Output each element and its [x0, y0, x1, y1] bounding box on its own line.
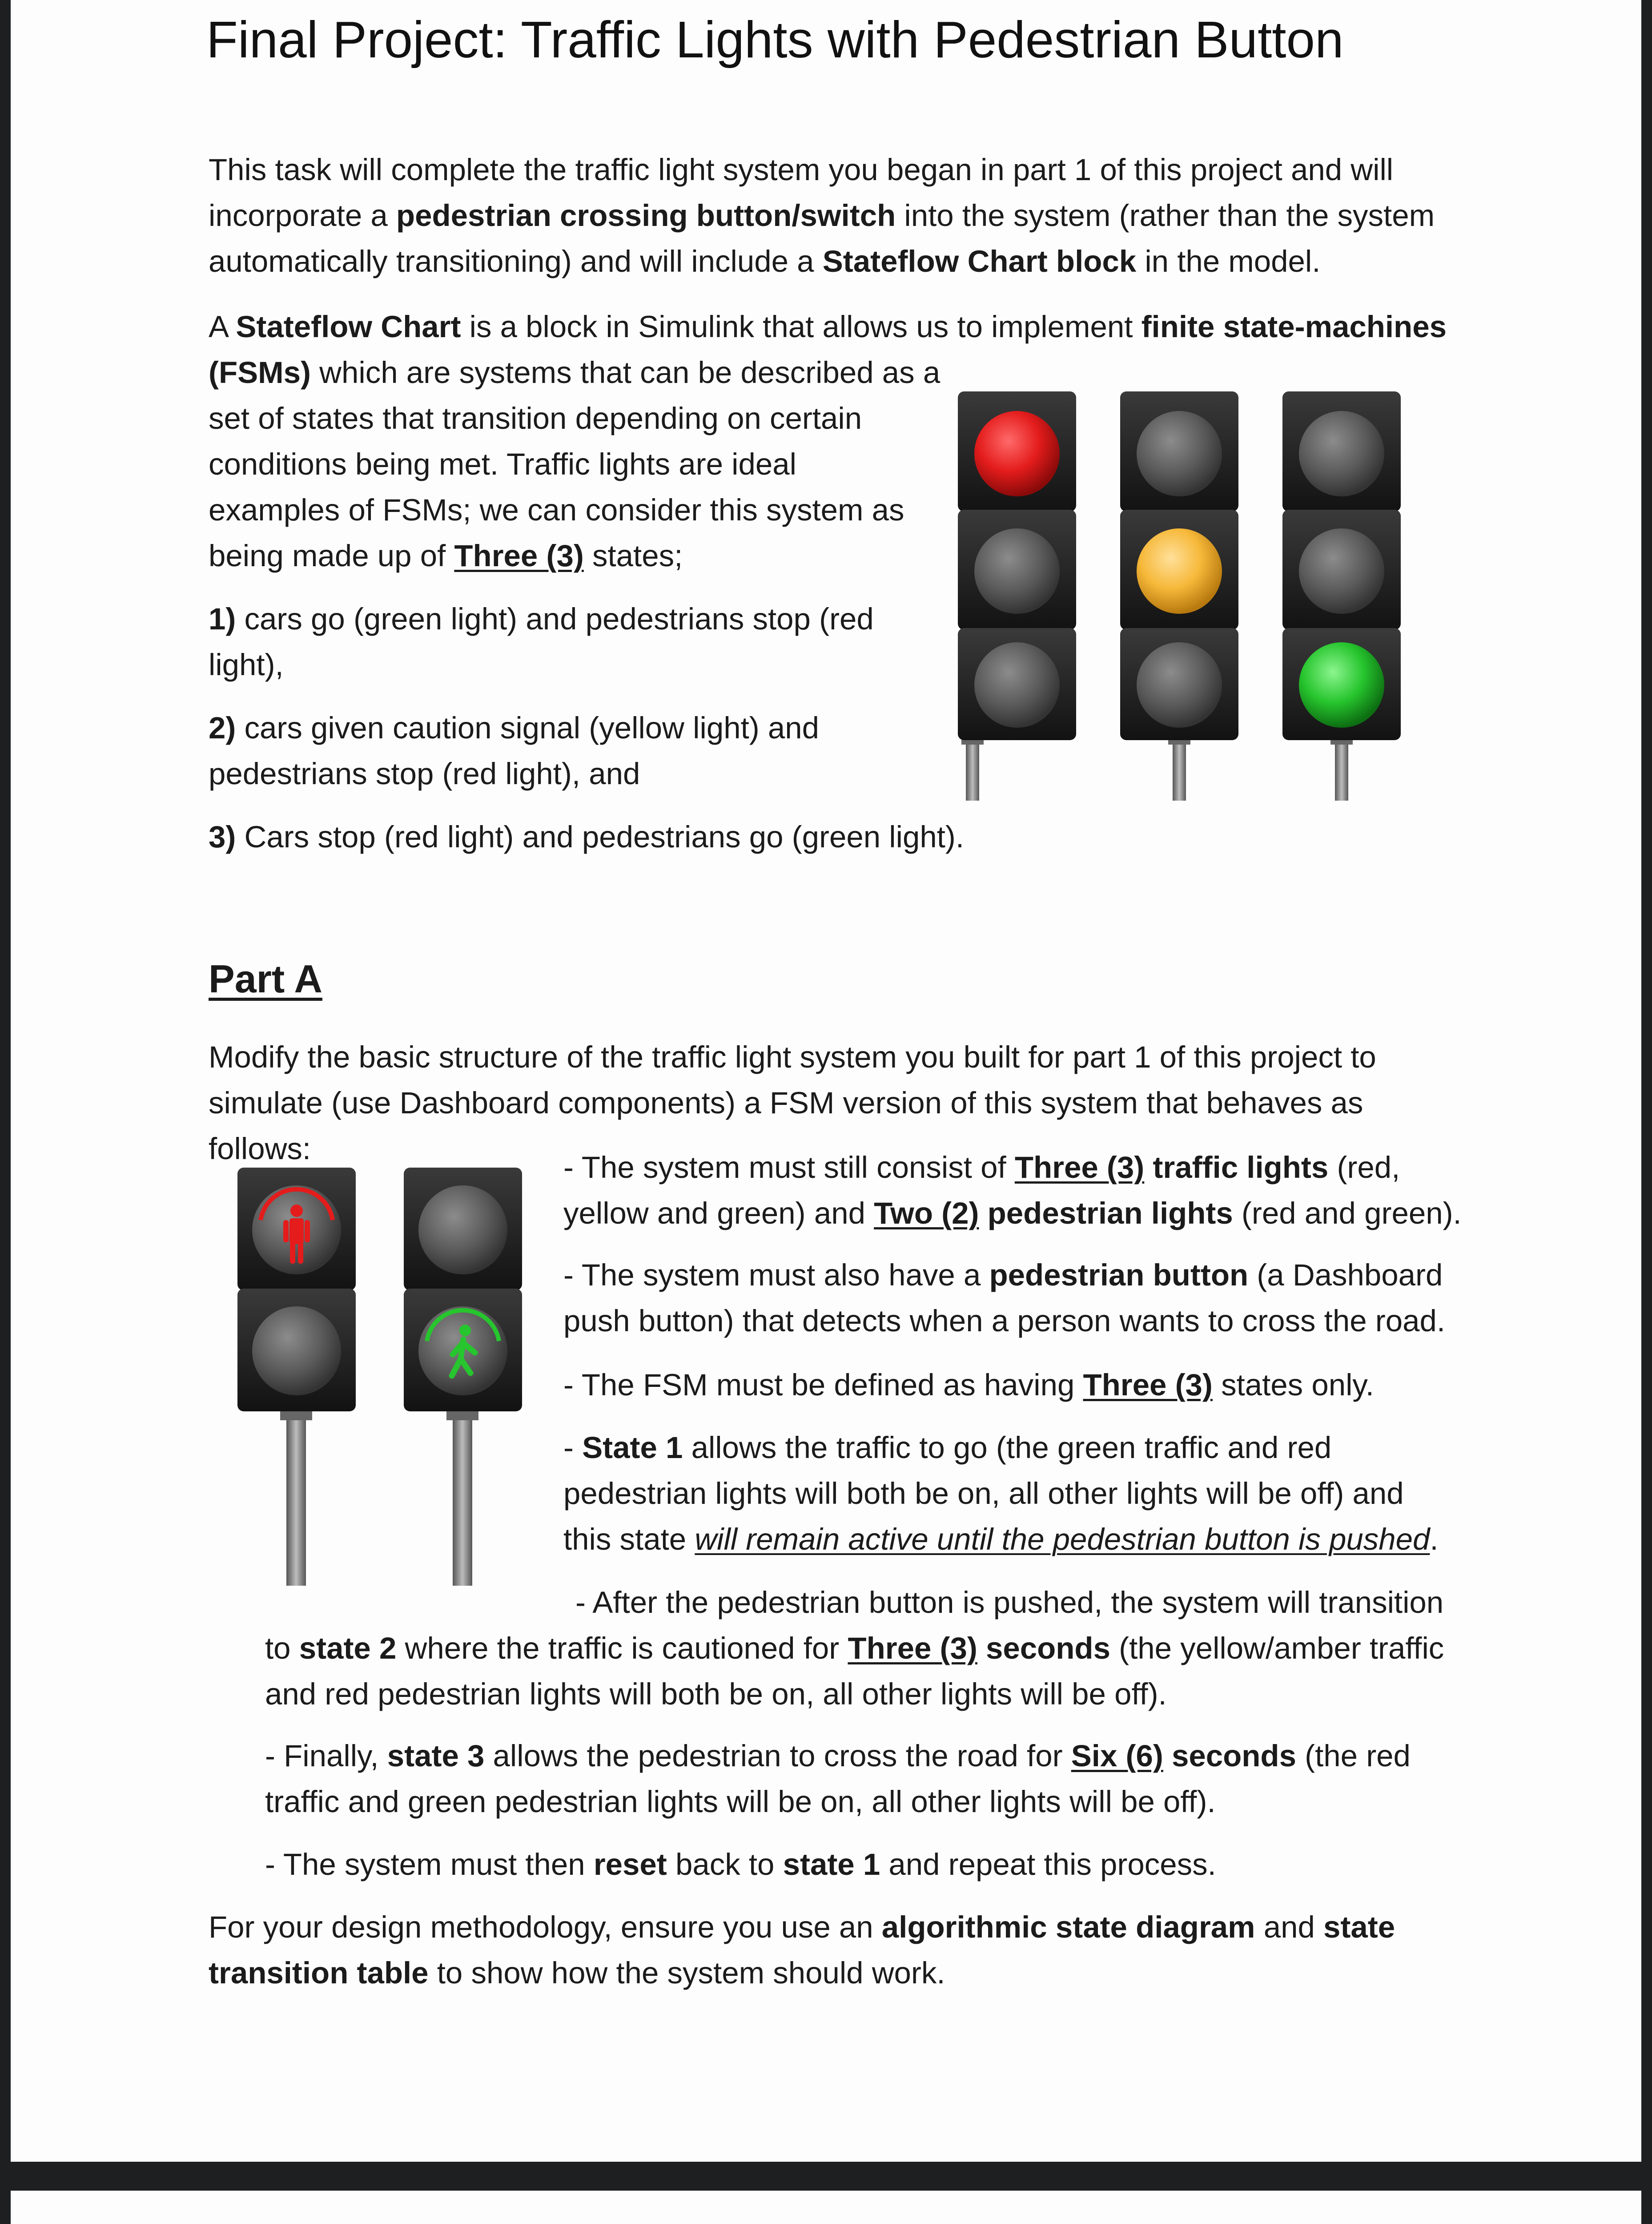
req-5-line-a: - After the pedestrian button is pushed, the system will transition [575, 1585, 1444, 1620]
req-6-line-b: traffic and green pedestrian lights will be on, all other lights will be off). [265, 1785, 1216, 1819]
document-page-1 [11, 0, 1641, 2162]
fsm-line-1: A Stateflow Chart is a block in Simulink that allows us to implement finite state-machines [209, 310, 1447, 344]
state-3-line: 3) Cars stop (red light) and pedestrians go (green light). [209, 820, 965, 854]
req-5-line-b: to state 2 where the traffic is cautioned for Three (3) seconds (the yellow/amber traffic [265, 1631, 1444, 1665]
req-3-line: - The FSM must be defined as having Three (3) states only. [563, 1368, 1374, 1402]
green-lamp-lit [1299, 642, 1384, 728]
req-1-line-a: - The system must still consist of Three (3) traffic lights (red, [563, 1150, 1400, 1185]
methodology-line-a: For your design methodology, ensure you use an algorithmic state diagram and state [209, 1910, 1395, 1944]
traffic-light-green [1282, 391, 1401, 801]
fsm-line-3: set of states that transition depending on certain [209, 401, 862, 435]
page-title: Final Project: Traffic Lights with Pedestrian Button [206, 11, 1344, 68]
intro-paragraph: This task will complete the traffic light system you began in part 1 of this project and will incorporate a pedestrian crossing button/switch into the system (rather than the system automatically transitioning) and will include a Stateflow Chart block in the model. [209, 153, 1435, 278]
traffic-lights-illustration [958, 391, 1416, 805]
req-4-line-b: pedestrian lights will both be on, all other lights will be off) and [563, 1476, 1404, 1511]
fsm-line-5: examples of FSMs; we can consider this system as [209, 493, 904, 527]
fsm-line-6: being made up of Three (3) states; [209, 539, 683, 573]
fsm-line-2: (FSMs) which are systems that can be described as a [209, 355, 941, 390]
state-2-line-b: pedestrians stop (red light), and [209, 757, 640, 791]
part-a-heading: Part A [209, 957, 322, 1001]
state-1-line-b: light), [209, 648, 284, 682]
document-page-2 [11, 2191, 1641, 2224]
req-4-line-c: this state will remain active until the pedestrian button is pushed. [563, 1522, 1439, 1556]
req-5-line-c: and red pedestrian lights will both be on, all other lights will be off). [265, 1677, 1167, 1711]
pedestrian-lights-illustration [237, 1168, 478, 1590]
req-2-line-a: - The system must also have a pedestrian button (a Dashboard [563, 1258, 1443, 1292]
req-1-line-b: yellow and green) and Two (2) pedestrian lights (red and green). [563, 1196, 1462, 1230]
req-7-line: - The system must then reset back to state 1 and repeat this process. [265, 1847, 1216, 1882]
fsm-line-4: conditions being met. Traffic lights are ideal [209, 447, 796, 481]
state-1-line-a: 1) cars go (green light) and pedestrians stop (red [209, 602, 874, 636]
req-4-line-a: - State 1 allows the traffic to go (the green traffic and red [563, 1430, 1332, 1465]
req-6-line-a: - Finally, state 3 allows the pedestrian to cross the road for Six (6) seconds (the red [265, 1739, 1411, 1773]
red-lamp-lit [974, 411, 1060, 496]
state-2-line-a: 2) cars given caution signal (yellow light) and [209, 711, 820, 745]
pedestrian-light-walk [404, 1168, 522, 1586]
traffic-light-red [958, 391, 1076, 801]
methodology-line-b: transition table to show how the system should work. [209, 1956, 945, 1990]
pedestrian-light-stop [237, 1168, 356, 1586]
req-2-line-b: push button) that detects when a person wants to cross the road. [563, 1304, 1446, 1338]
yellow-lamp-lit [1137, 528, 1222, 614]
part-a-intro: Modify the basic structure of the traffic light system you built for part 1 of this project to simulate (use Dashboard components) a FSM version of this system that behaves as follows: [209, 1040, 1376, 1166]
traffic-light-yellow [1120, 391, 1238, 801]
